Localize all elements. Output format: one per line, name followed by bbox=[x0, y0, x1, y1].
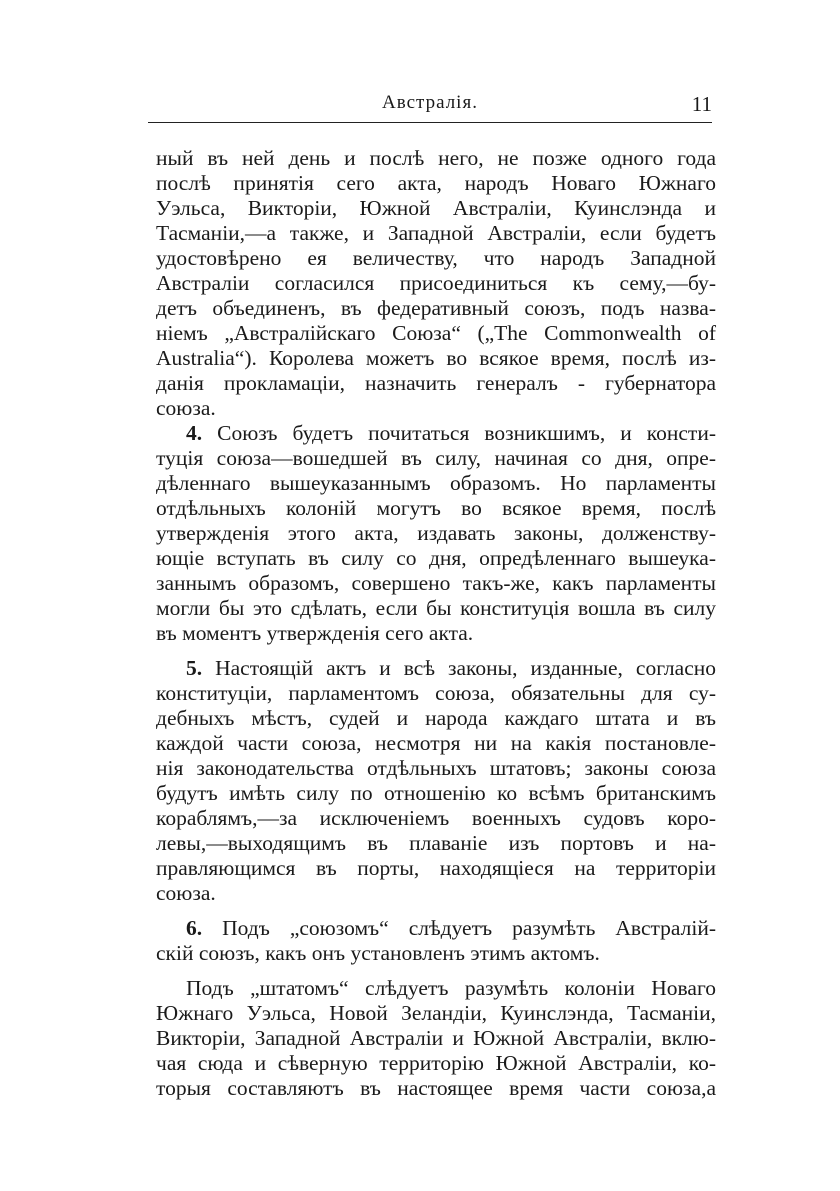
text-line: Australia“). Королева можетъ во всякое время, послѣ из- bbox=[156, 346, 716, 370]
paragraph-state-definition bbox=[156, 976, 716, 1101]
text-line: конституціи, парламентомъ союза, обязательны для су- bbox=[156, 681, 716, 705]
paragraph-gap bbox=[156, 906, 716, 916]
text-line: ніемъ „Австралійскаго Союза“ („The Commonwealth of bbox=[156, 321, 716, 345]
section-6 bbox=[156, 916, 716, 966]
text-line: Тасманіи,—а также, и Западной Австраліи, если будетъ bbox=[156, 221, 716, 245]
running-title: Австралія. bbox=[382, 92, 478, 113]
text-line: заннымъ образомъ, совершено такъ-же, какъ парламенты bbox=[156, 571, 716, 595]
text-line: ющіе вступать въ силу со дня, опредѣленнаго вышеука- bbox=[156, 546, 716, 570]
text-line: Уэльса, Викторіи, Южной Австраліи, Куинслэнда и bbox=[156, 196, 716, 220]
text-line: дебныхъ мѣстъ, судей и народа каждаго штата и въ bbox=[156, 706, 716, 730]
text-line: Южнаго Уэльса, Новой Зеландіи, Куинслэнда, Тасманіи, bbox=[156, 1001, 716, 1025]
text-line: туція союза—вошедшей въ силу, начиная со дня, опре- bbox=[156, 446, 716, 470]
text-line: чая сюда и сѣверную территорію Южной Австраліи, ко- bbox=[156, 1051, 716, 1075]
page-number: 11 bbox=[691, 92, 712, 116]
text-line: послѣ принятія сего акта, народъ Новаго Южнаго bbox=[156, 171, 716, 195]
text-line: удостовѣрено ея величеству, что народъ Западной bbox=[156, 246, 716, 270]
text-line: будутъ имѣть силу по отношенію ко всѣмъ британскимъ bbox=[156, 781, 716, 805]
paragraph-continuation bbox=[156, 146, 716, 421]
section-first-line: Союзъ будетъ почитаться возникшимъ, и консти- bbox=[202, 421, 716, 445]
text-line: нія законодательства отдѣльныхъ штатовъ; законы союза bbox=[156, 756, 716, 780]
text-line: Викторіи, Западной Австраліи и Южной Австраліи, вклю- bbox=[156, 1026, 716, 1050]
section-number: 5. bbox=[186, 656, 203, 680]
section-4 bbox=[156, 421, 716, 646]
text-line bbox=[156, 656, 716, 681]
text-line bbox=[156, 421, 716, 446]
text-line: Подъ „штатомъ“ слѣдуетъ разумѣть колоніи Новаго bbox=[186, 976, 716, 1000]
text-line: торыя составляютъ въ настоящее время части союза,а bbox=[156, 1076, 716, 1100]
body-text bbox=[156, 146, 716, 1101]
text-line: данія прокламаціи, назначить генералъ - губернатора bbox=[156, 371, 716, 395]
text-line: союза. bbox=[156, 881, 216, 905]
text-line: скій союзъ, какъ онъ установленъ этимъ актомъ. bbox=[156, 941, 600, 965]
section-first-line: Настоящій актъ и всѣ законы, изданные, согласно bbox=[202, 656, 716, 680]
paragraph-gap bbox=[156, 966, 716, 976]
text-line: левы,—выходящимъ въ плаваніе изъ портовъ и на- bbox=[156, 831, 716, 855]
text-line: союза. bbox=[156, 396, 216, 420]
text-line: Австраліи согласился присоединиться къ сему,—бу- bbox=[156, 271, 716, 295]
section-number: 6. bbox=[186, 916, 203, 940]
text-line: кораблямъ,—за исключеніемъ военныхъ судовъ коро- bbox=[156, 806, 716, 830]
paragraph-gap bbox=[156, 646, 716, 656]
section-first-line: Подъ „союзомъ“ слѣдуетъ разумѣть Австралій- bbox=[202, 916, 716, 940]
text-line: утвержденія этого акта, издавать законы, долженству- bbox=[156, 521, 716, 545]
text-line: въ моментъ утвержденія сего акта. bbox=[156, 621, 474, 645]
section-5 bbox=[156, 656, 716, 906]
text-line: могли бы это сдѣлать, если бы конституція вошла въ силу bbox=[156, 596, 716, 620]
text-line: ный въ ней день и послѣ него, не позже одного года bbox=[156, 146, 716, 170]
text-line: каждой части союза, несмотря ни на какія постановле- bbox=[156, 731, 716, 755]
text-line: детъ объединенъ, въ федеративный союзъ, подъ назва- bbox=[156, 296, 716, 320]
text-line bbox=[156, 916, 716, 941]
text-line: отдѣльныхъ колоній могутъ во всякое время, послѣ bbox=[156, 496, 716, 520]
text-line: дѣленнаго вышеуказаннымъ образомъ. Но парламенты bbox=[156, 471, 716, 495]
header-rule bbox=[148, 122, 712, 123]
section-number: 4. bbox=[186, 421, 203, 445]
text-line: правляющимся въ порты, находящіеся на территоріи bbox=[156, 856, 716, 880]
running-head bbox=[148, 92, 712, 126]
